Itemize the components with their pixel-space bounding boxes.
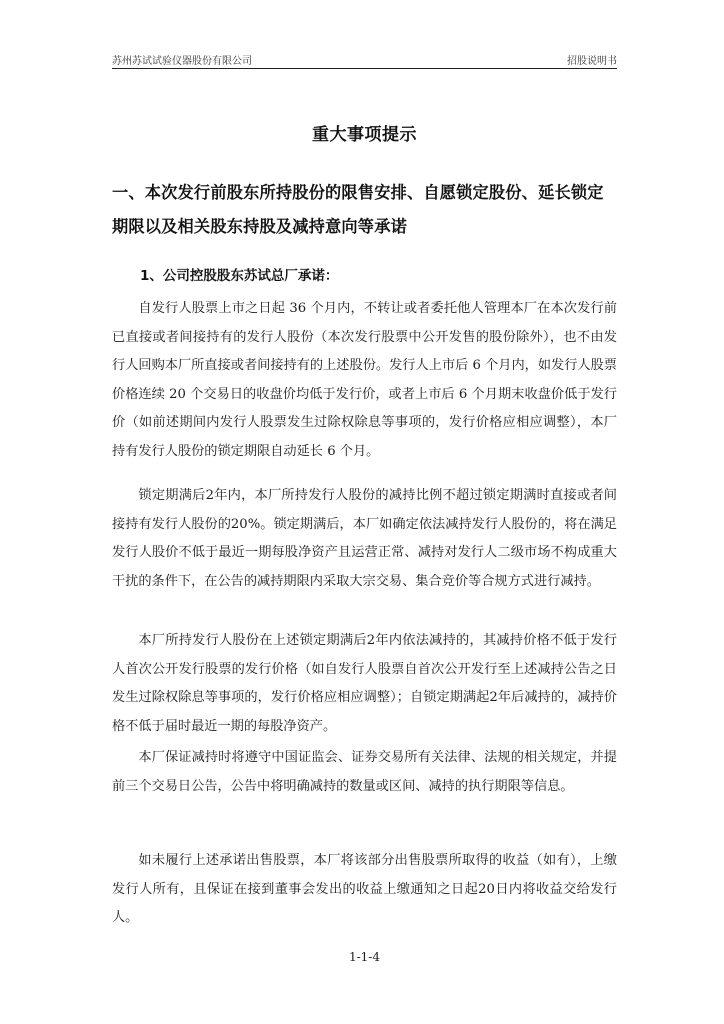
document-name: 招股说明书	[567, 56, 617, 67]
subheading: 1、公司控股股东苏试总厂承诺：	[140, 268, 339, 284]
company-name: 苏州苏试试验仪器股份有限公司	[112, 56, 252, 67]
paragraph-5: 如未履行上述承诺出售股票，本厂将该部分出售股票所取得的收益（如有），上缴发行人所有，且保证在接到董事会发出的收益上缴通知之日起20日内将收益交给发行人。	[112, 853, 617, 925]
section-heading: 一、本次发行前股东所持股份的限售安排、自愿锁定股份、延长锁定期限以及相关股东持股及减持意向等承诺	[112, 183, 604, 236]
page-header	[112, 50, 617, 69]
paragraph-1: 自发行人股票上市之日起 36 个月内，不转让或者委托他人管理本厂在本次发行前已直接或者间接持有的发行人股份（本次发行股票中公开发售的股份除外），也不由发行人回购本厂所直接或者间接持有的上述股份。发行人上市后 6 个月内，如发行人股票价格连续 20 个交易日的收盘价均低于发行价，或者上市后 6 个月期末收盘价低于发行价（如前述期间内发行人股票发生过除权除息等事项的，发行价格应相应调整），本厂持有发行人股份的锁定期限自动延长 6 个月。	[112, 301, 617, 459]
page-title: 重大事项提示	[312, 125, 417, 145]
paragraph-3: 本厂所持发行人股份在上述锁定期满后2年内依法减持的，其减持价格不低于发行人首次公开发行股票的发行价格（如自发行人股票自首次公开发行至上述减持公告之日发生过除权除息等事项的，发行价格应相应调整）；自锁定期满起2年后减持的，减持价格不低于届时最近一期的每股净资产。	[112, 633, 617, 734]
paragraph-4: 本厂保证减持时将遵守中国证监会、证券交易所有关法律、法规的相关规定，并提前三个交易日公告，公告中将明确减持的数量或区间、减持的执行期限等信息。	[112, 750, 617, 794]
paragraph-2: 锁定期满后2年内，本厂所持发行人股份的减持比例不超过锁定期满时直接或者间接持有发行人股份的20%。锁定期满后，本厂如确定依法减持发行人股份的，将在满足发行人股价不低于最近一期每股净资产且运营正常、减持对发行人二级市场不构成重大干扰的条件下，在公告的减持期限内采取大宗交易、集合竞价等合规方式进行减持。	[112, 488, 617, 589]
page-number: 1-1-4	[348, 950, 380, 964]
